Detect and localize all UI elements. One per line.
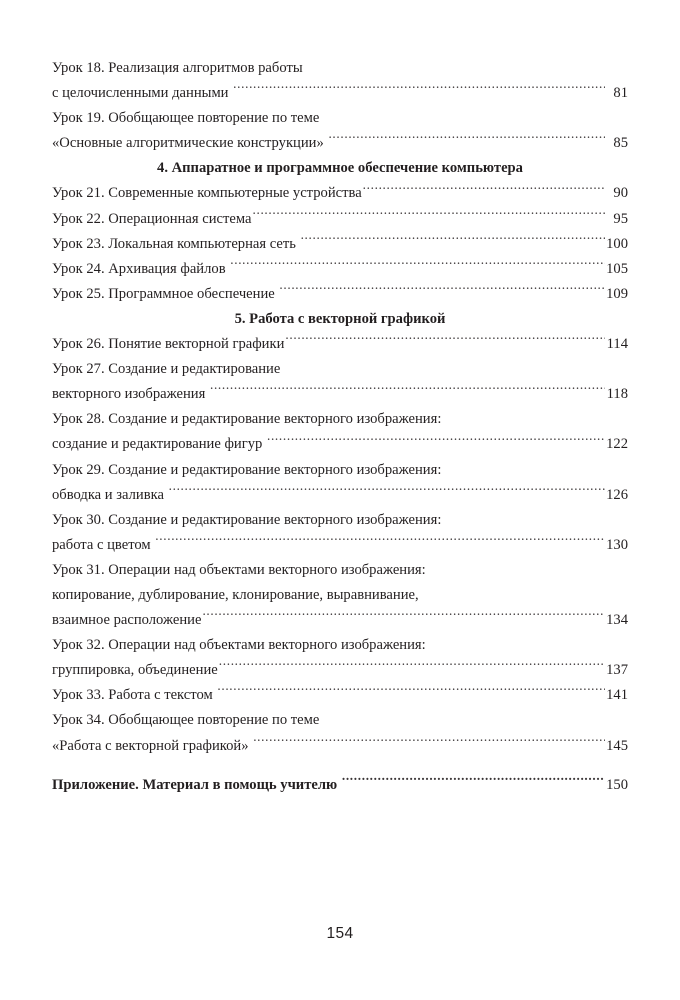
toc-entry-title: группировка, объединение <box>52 662 218 679</box>
toc-entry-last-line <box>52 131 628 156</box>
toc-entry-page-number: 141 <box>606 687 628 704</box>
dot-leader <box>233 83 605 98</box>
toc-entry-title: работа с цветом <box>52 536 155 553</box>
dot-leader <box>301 233 605 248</box>
toc-entry-title: векторного изображения <box>52 386 209 403</box>
dot-leader <box>253 735 605 750</box>
toc-entry-page-number: 126 <box>606 486 628 503</box>
toc-entry-line: Урок 18. Реализация алгоритмов работы <box>52 60 303 76</box>
toc-entry[interactable] <box>52 207 628 232</box>
dot-leader <box>169 484 605 499</box>
toc-entry-last-line <box>52 332 628 357</box>
toc-entry-title: создание и редактирование фигур <box>52 436 266 453</box>
toc-entry-line: Урок 19. Обобщающее повторение по теме <box>52 110 320 127</box>
toc-entry-page-number: 105 <box>606 260 628 277</box>
dot-leader <box>210 384 605 399</box>
toc-entry-line: Урок 29. Создание и редактирование векторного изображения: <box>52 461 442 478</box>
toc-entry[interactable] <box>52 257 628 282</box>
dot-leader <box>202 609 605 624</box>
toc-entry-line: Урок 31. Операции над объектами векторного изображения: <box>52 561 426 578</box>
toc-entry[interactable] <box>52 232 628 257</box>
toc-entry-last-line <box>52 483 628 508</box>
toc-entry[interactable] <box>52 508 628 558</box>
toc-entry-page-number: 145 <box>606 737 628 754</box>
toc-entry-line: Урок 30. Создание и редактирование векторного изображения: <box>52 511 442 528</box>
toc-entry-title: «Основные алгоритмические конструкции» <box>52 135 328 152</box>
toc-entry-page-number: 130 <box>606 536 628 553</box>
toc-entry-page-number: 137 <box>606 662 628 679</box>
toc-entry-last-line <box>52 81 628 106</box>
dot-leader <box>219 660 605 675</box>
toc-entry-line: Урок 28. Создание и редактирование векторного изображения: <box>52 411 442 428</box>
dot-leader <box>285 333 605 348</box>
dot-leader <box>267 434 605 449</box>
toc-entry[interactable] <box>52 357 628 407</box>
toc-entry-last-line <box>52 432 628 457</box>
toc-entry-page-number: 90 <box>613 185 628 202</box>
toc-entry[interactable] <box>52 708 628 758</box>
toc-entry-page-number: 100 <box>606 235 628 252</box>
toc-entry-page-number: 109 <box>606 285 628 302</box>
toc-entry-line: копирование, дублирование, клонирование, выравнивание, <box>52 586 419 603</box>
toc-entry-page-number: 95 <box>613 210 628 227</box>
toc-entry-last-line <box>52 533 628 558</box>
toc-entry-title: взаимное расположение <box>52 612 202 629</box>
section-heading: 4. Аппаратное и программное обеспечение компьютера <box>157 160 523 177</box>
toc-entry-title: «Работа с векторной графикой» <box>52 737 253 754</box>
toc-entry-page-number: 114 <box>606 336 628 353</box>
toc-entry-title: Урок 25. Программное обеспечение <box>52 285 279 302</box>
toc-entry-line: Урок 34. Обобщающее повторение по теме <box>52 712 320 729</box>
toc-entry-last-line <box>52 232 628 257</box>
dot-leader <box>328 133 605 148</box>
toc-entry-page-number: 122 <box>606 436 628 453</box>
toc-entry[interactable] <box>52 56 628 106</box>
toc-entry-line: Урок 32. Операции над объектами векторного изображения: <box>52 637 426 654</box>
toc-entry-title: Урок 22. Операционная система <box>52 210 252 227</box>
toc-entry-line: Урок 27. Создание и редактирование <box>52 361 281 378</box>
toc-entry-last-line <box>52 257 628 282</box>
toc-entry-title: Урок 26. Понятие векторной графики <box>52 336 285 353</box>
toc-entry[interactable] <box>52 773 628 798</box>
toc-entry-page-number: 85 <box>613 135 628 152</box>
toc-entry-last-line <box>52 773 628 798</box>
dot-leader <box>279 283 605 298</box>
toc-entry-title: обводка и заливка <box>52 486 168 503</box>
toc-entry[interactable] <box>52 407 628 457</box>
toc-entry-last-line <box>52 683 628 708</box>
toc-entry-last-line <box>52 658 628 683</box>
toc-entry-title: Урок 23. Локальная компьютерная сеть <box>52 235 300 252</box>
toc-entry[interactable] <box>52 106 628 156</box>
toc-entry-last-line <box>52 207 628 232</box>
dot-leader <box>252 208 605 223</box>
toc-entry-page-number: 81 <box>613 85 628 102</box>
toc-entry-last-line <box>52 282 628 307</box>
toc-entry-title: Урок 21. Современные компьютерные устройства <box>52 185 362 202</box>
toc-entry[interactable] <box>52 332 628 357</box>
toc-entry-title: с целочисленными данными <box>52 85 233 102</box>
toc-entry-page-number: 150 <box>606 776 628 793</box>
toc-entry-last-line <box>52 608 628 633</box>
toc-entry-title: Урок 33. Работа с текстом <box>52 687 217 704</box>
toc-entry-list <box>52 56 628 798</box>
toc-entry-last-line <box>52 181 628 206</box>
toc-entry-title: Приложение. Материал в помощь учителю <box>52 776 341 793</box>
toc-entry[interactable] <box>52 633 628 683</box>
page-folio-number: 154 <box>326 925 354 942</box>
toc-entry[interactable] <box>52 181 628 206</box>
toc-entry-last-line <box>52 382 628 407</box>
toc-entry-page-number: 134 <box>606 612 628 629</box>
toc-entry-title: Урок 24. Архивация файлов <box>52 260 230 277</box>
dot-leader <box>342 774 605 789</box>
toc-entry-page-number: 118 <box>606 386 628 403</box>
dot-leader <box>363 183 605 198</box>
dot-leader <box>155 534 605 549</box>
toc-entry[interactable] <box>52 282 628 307</box>
toc-entry-last-line <box>52 734 628 759</box>
dot-leader <box>217 685 605 700</box>
toc-entry[interactable] <box>52 458 628 508</box>
dot-leader <box>230 258 605 273</box>
toc-entry[interactable] <box>52 683 628 708</box>
toc-entry[interactable] <box>52 558 628 633</box>
section-heading: 5. Работа с векторной графикой <box>234 310 446 327</box>
